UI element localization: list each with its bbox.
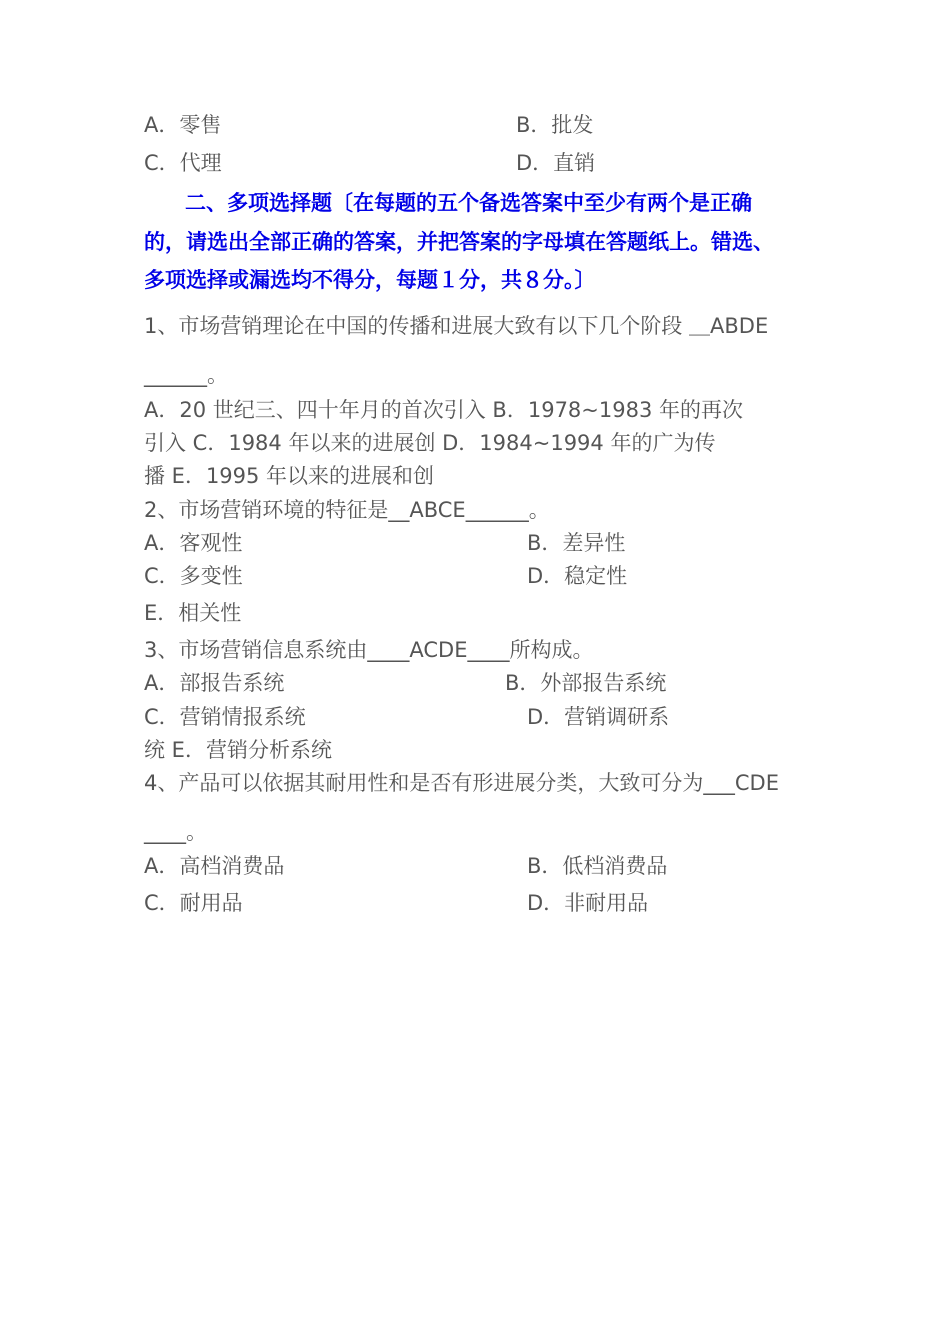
- question-3-option-b: B．外部报告系统: [505, 671, 667, 695]
- question-4-option-b: B．低档消费品: [527, 854, 668, 878]
- question-2-option-b: B．差异性: [527, 531, 626, 555]
- question-2-stem: 2、市场营销环境的特征是__ABCE______。: [144, 498, 550, 522]
- question-2-option-e: E．相关性: [144, 601, 242, 625]
- question-4-blank: ____。: [144, 820, 207, 844]
- section-heading-line2: 的，请选出全部正确的答案，并把答案的字母填在答题纸上。错选、: [144, 230, 774, 254]
- question-2-option-c: C．多变性: [144, 564, 243, 588]
- question-3-option-a: A．部报告系统: [144, 671, 285, 695]
- question-1-blank: ______。: [144, 363, 228, 387]
- question-4-option-d: D．非耐用品: [527, 891, 649, 915]
- question-1-options-line1: A．20 世纪三、四十年月的首次引入 B．1978~1983 年的再次: [144, 398, 744, 422]
- question-4-option-c: C．耐用品: [144, 891, 243, 915]
- option-b-wholesale: B．批发: [516, 113, 594, 137]
- section-heading-line1: 二、多项选择题〔在每题的五个备选答案中至少有两个是正确: [185, 191, 752, 215]
- question-3-stem: 3、市场营销信息系统由____ACDE____所构成。: [144, 638, 594, 662]
- question-2-option-d: D．稳定性: [527, 564, 628, 588]
- option-d-direct: D．直销: [516, 151, 596, 175]
- question-1-stem: 1、市场营销理论在中国的传播和进展大致有以下几个阶段 ＿ABDE: [144, 314, 769, 338]
- option-a-retail: A．零售: [144, 113, 222, 137]
- question-3-option-c: C．营销情报系统: [144, 705, 306, 729]
- question-4-stem: 4、产品可以依据其耐用性和是否有形进展分类，大致可分为___CDE: [144, 771, 779, 795]
- question-4-option-a: A．高档消费品: [144, 854, 285, 878]
- question-1-options-line2: 引入 C．1984 年以来的进展创 D．1984~1994 年的广为传: [144, 431, 716, 455]
- question-1-options-line3: 播 E．1995 年以来的进展和创: [144, 464, 435, 488]
- question-2-option-a: A．客观性: [144, 531, 243, 555]
- question-3-option-e: 统 E．营销分析系统: [144, 738, 332, 762]
- section-heading-line3: 多项选择或漏选均不得分，每题１分，共８分。〕: [144, 268, 596, 292]
- option-c-agent: C．代理: [144, 151, 222, 175]
- question-3-option-d: D．营销调研系: [527, 705, 670, 729]
